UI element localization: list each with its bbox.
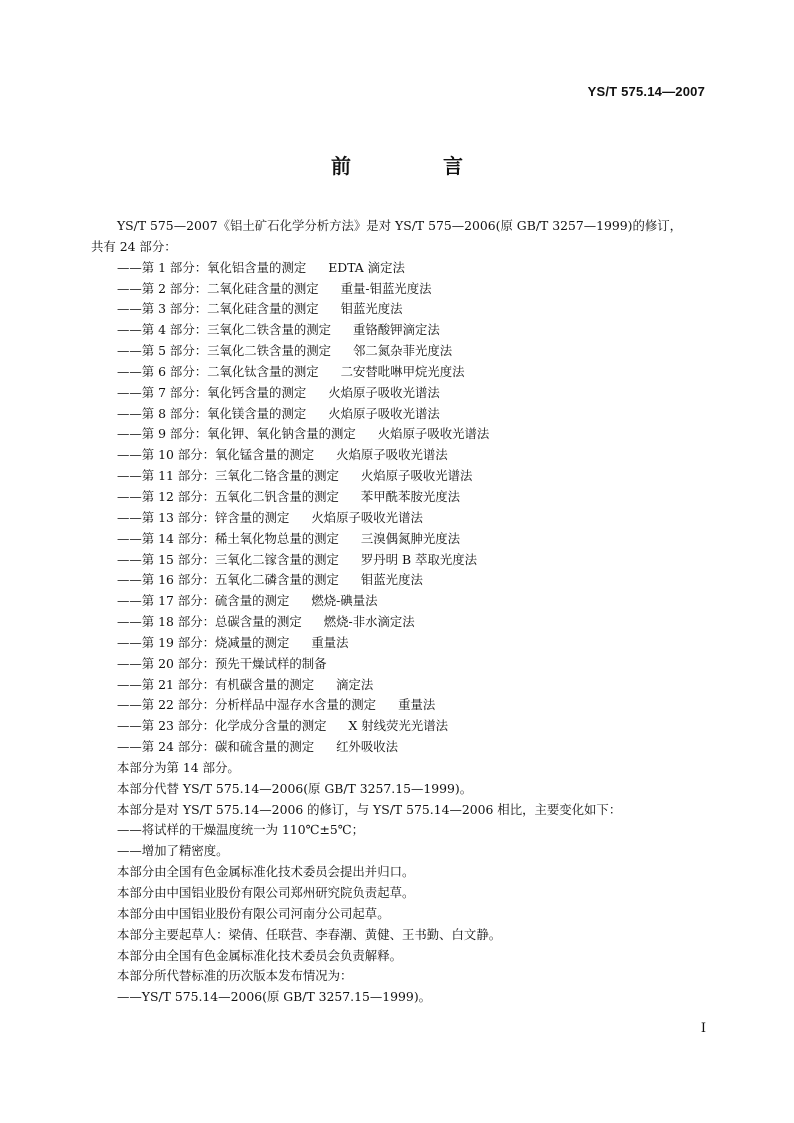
part-list-item (91, 675, 713, 696)
part-label: ——第 7 部分：氧化钙含量的测定 (117, 384, 307, 400)
part-list-item (91, 716, 713, 737)
part-method: 邻二氮杂菲光度法 (353, 343, 453, 359)
part-label: ——第 17 部分：硫含量的测定 (117, 593, 290, 609)
part-label: ——第 23 部分：化学成分含量的测定 (117, 718, 327, 734)
part-list-item (91, 633, 713, 654)
part-label: ——第 12 部分：五氧化二钒含量的测定 (117, 488, 339, 504)
part-list-item (91, 508, 713, 529)
part-label: ——第 15 部分：三氧化二镓含量的测定 (117, 551, 339, 567)
part-list-item (91, 570, 713, 591)
part-label: ——第 8 部分：氧化镁含量的测定 (117, 405, 307, 421)
foreword-body (91, 216, 713, 1008)
part-label: ——第 9 部分：氧化钾、氧化钠含量的测定 (117, 426, 356, 442)
part-list-item (91, 466, 713, 487)
part-method: 罗丹明 B 萃取光度法 (360, 551, 478, 567)
statement-part-number: 本部分为第 14 部分。 (117, 759, 240, 775)
part-list-item (91, 529, 713, 550)
change-item-2: ——增加了精密度。 (117, 843, 229, 859)
part-list-item (91, 424, 713, 445)
part-list-item (91, 591, 713, 612)
part-method: 重铬酸钾滴定法 (353, 322, 440, 338)
statement-history: 本部分所代替标准的历次版本发布情况为： (117, 968, 353, 984)
part-list-item (91, 445, 713, 466)
part-label: ——第 10 部分：氧化锰含量的测定 (117, 447, 315, 463)
part-method: 重量-钼蓝光度法 (340, 280, 432, 296)
page-number: I (700, 1021, 706, 1036)
part-method: 火焰原子吸收光谱法 (360, 468, 473, 484)
part-method: 燃烧-碘量法 (311, 593, 378, 609)
statement-proposed-by: 本部分由全国有色金属标准化技术委员会提出并归口。 (117, 864, 415, 880)
statement-drafting-lead: 本部分由中国铝业股份有限公司郑州研究院负责起草。 (117, 885, 415, 900)
statement-drafters: 本部分主要起草人：梁倩、任联营、李春潮、黄健、王书勤、白文静。 (117, 926, 502, 942)
part-label: ——第 6 部分：二氧化钛含量的测定 (117, 363, 319, 379)
parts-list (91, 258, 713, 758)
part-list-item (91, 258, 713, 279)
page-title: 前 言 (331, 154, 499, 178)
standard-code: YS/T 575.14—2007 (587, 84, 705, 99)
part-method: 火焰原子吸收光谱法 (311, 509, 423, 525)
part-method: X 射线荧光光谱法 (348, 718, 449, 734)
statement-revision: 本部分是对 YS/T 575.14—2006 的修订，与 YS/T 575.14—2006 相比，主要变化如下： (117, 801, 622, 817)
part-list-item (91, 320, 713, 341)
history-item-1: ——YS/T 575.14—2006(原 GB/T 3257.15—1999)。 (117, 989, 432, 1005)
part-label: ——第 1 部分：氧化铝含量的测定 (117, 259, 307, 275)
part-list-item (91, 362, 713, 383)
change-item-1: ——将试样的干燥温度统一为 110℃±5℃； (117, 822, 365, 838)
part-label: ——第 19 部分：烧减量的测定 (117, 634, 290, 650)
part-label: ——第 24 部分：碳和硫含量的测定 (117, 739, 315, 755)
intro-line-2: 共有 24 部分： (91, 238, 177, 254)
part-list-item (91, 550, 713, 571)
part-list-item (91, 612, 713, 633)
part-method: 重量法 (311, 634, 349, 650)
part-label: ——第 5 部分：三氧化二铁含量的测定 (117, 343, 332, 359)
part-method: 二安替吡啉甲烷光度法 (340, 363, 465, 379)
part-label: ——第 14 部分：稀土氧化物总量的测定 (117, 530, 339, 546)
part-method: 火焰原子吸收光谱法 (377, 426, 490, 442)
part-label: ——第 18 部分：总碳含量的测定 (117, 614, 302, 630)
part-method: 苯甲酰苯胺光度法 (360, 488, 461, 504)
part-method: 滴定法 (336, 676, 374, 692)
part-label: ——第 4 部分：三氧化二铁含量的测定 (117, 322, 332, 338)
part-list-item (91, 341, 713, 362)
part-method: 火焰原子吸收光谱法 (328, 405, 440, 421)
part-list-item (91, 279, 713, 300)
part-method: 燃烧-非水滴定法 (323, 614, 415, 630)
intro-line-1: YS/T 575—2007《铝土矿石化学分析方法》是对 YS/T 575—2006(原 GB/T 3257—1999)的修订， (117, 218, 683, 233)
part-list-item (91, 737, 713, 758)
part-list-item (91, 299, 713, 320)
part-label: ——第 13 部分：锌含量的测定 (117, 509, 290, 525)
part-method: 钼蓝光度法 (360, 572, 423, 588)
part-label: ——第 16 部分：五氧化二磷含量的测定 (117, 572, 339, 588)
part-label: ——第 3 部分：二氧化硅含量的测定 (117, 301, 319, 317)
part-list-item (91, 404, 713, 425)
part-method: 火焰原子吸收光谱法 (328, 384, 440, 400)
part-label: ——第 2 部分：二氧化硅含量的测定 (117, 280, 319, 296)
part-list-item (91, 383, 713, 404)
part-method: 红外吸收法 (336, 739, 399, 755)
part-label: ——第 21 部分：有机碳含量的测定 (117, 676, 315, 692)
part-list-item (91, 695, 713, 716)
part-method: 重量法 (398, 697, 436, 713)
part-label: ——第 11 部分：三氧化二铬含量的测定 (117, 468, 339, 484)
part-list-item (91, 487, 713, 508)
part-label: ——第 20 部分：预先干燥试样的制备 (117, 655, 327, 671)
part-method: 钼蓝光度法 (340, 301, 403, 317)
part-label: ——第 22 部分：分析样品中湿存水含量的测定 (117, 697, 377, 713)
statement-interpretation: 本部分由全国有色金属标准化技术委员会负责解释。 (117, 947, 402, 963)
part-list-item (91, 654, 713, 675)
part-method: EDTA 滴定法 (328, 259, 405, 275)
statement-drafted-by: 本部分由中国铝业股份有限公司河南分公司起草。 (117, 905, 390, 921)
statement-replaces: 本部分代替 YS/T 575.14—2006(原 GB/T 3257.15—1999)。 (117, 780, 473, 796)
part-method: 三溴偶氮胂光度法 (360, 530, 461, 546)
part-method: 火焰原子吸收光谱法 (336, 447, 448, 463)
